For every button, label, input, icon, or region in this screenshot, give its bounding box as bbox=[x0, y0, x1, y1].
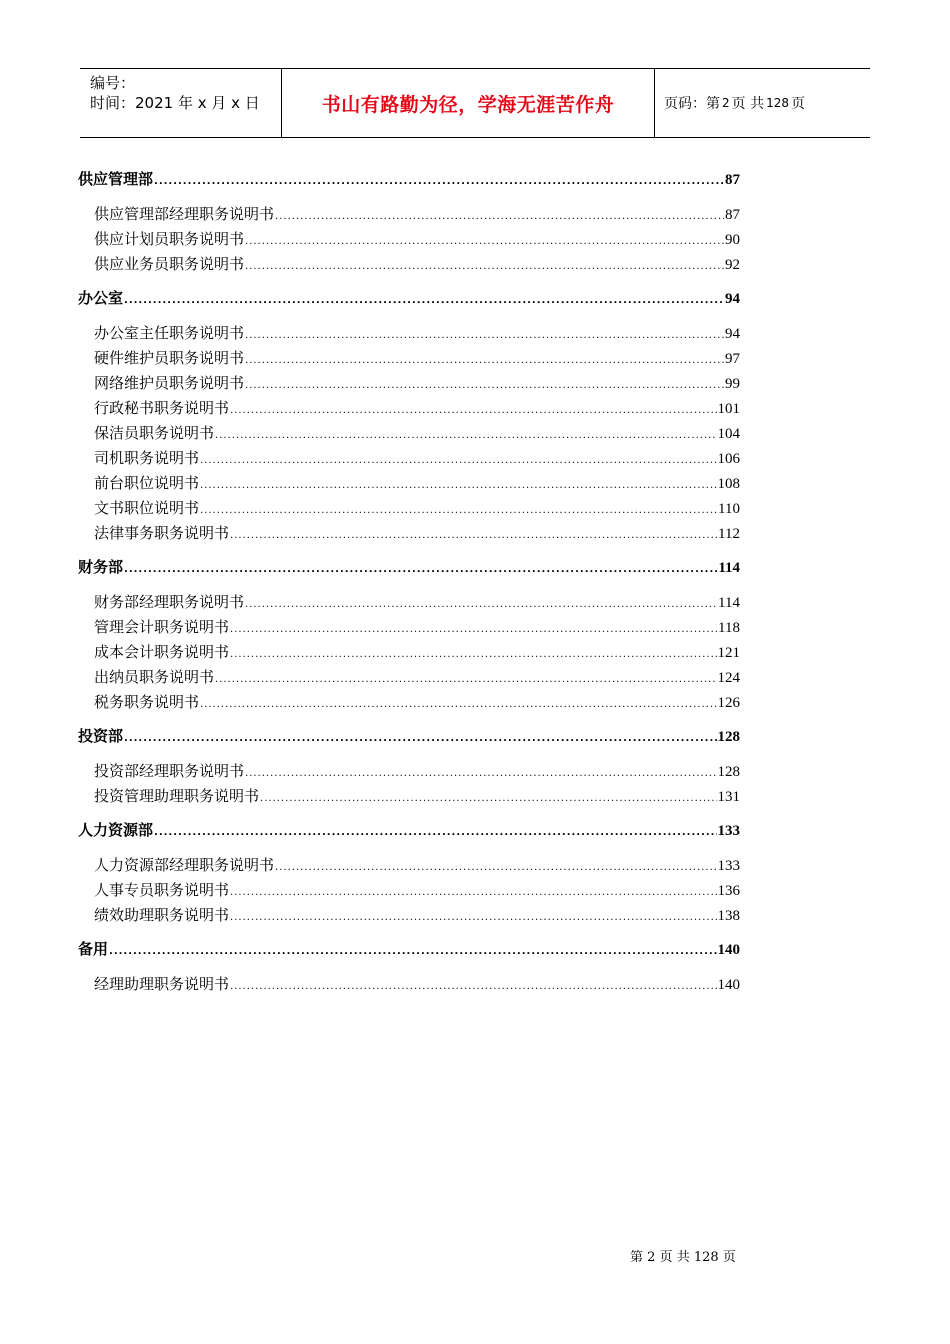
toc-section-page: 140 bbox=[717, 942, 740, 958]
header-meta bbox=[90, 73, 260, 113]
toc-entry-page: 128 bbox=[717, 763, 740, 780]
page-total: 128 bbox=[766, 96, 789, 110]
toc-entry-page: 110 bbox=[718, 500, 740, 517]
page-label: 页码：第 bbox=[664, 96, 720, 112]
toc-entry[interactable] bbox=[78, 422, 740, 447]
toc-entry-title: 经理助理职务说明书 bbox=[94, 974, 230, 993]
toc-entry[interactable] bbox=[78, 591, 740, 616]
toc-entry-page: 97 bbox=[725, 350, 740, 367]
toc-entry-title: 前台职位说明书 bbox=[94, 473, 200, 492]
toc-section-title: 人力资源部 bbox=[78, 821, 154, 839]
page-current: 2 bbox=[722, 96, 730, 110]
toc-entry-title: 税务职务说明书 bbox=[94, 692, 200, 711]
toc-entry-page: 106 bbox=[717, 450, 740, 467]
toc-entry[interactable] bbox=[78, 785, 740, 810]
toc-entry-page: 126 bbox=[717, 694, 740, 711]
dot-leader bbox=[245, 330, 724, 341]
dot-leader bbox=[215, 430, 716, 441]
dot-leader bbox=[200, 480, 716, 491]
toc-entry-page: 133 bbox=[717, 857, 740, 874]
toc-entry-page: 108 bbox=[717, 475, 740, 492]
toc-entry[interactable] bbox=[78, 372, 740, 397]
dot-leader bbox=[275, 211, 724, 222]
toc-entry-title: 投资管理助理职务说明书 bbox=[94, 786, 260, 805]
toc-entry-page: 138 bbox=[717, 907, 740, 924]
dot-leader bbox=[245, 355, 724, 366]
toc-entry[interactable] bbox=[78, 497, 740, 522]
toc-section-page: 94 bbox=[725, 291, 740, 307]
toc-entry-title: 保洁员职务说明书 bbox=[94, 423, 215, 442]
toc-entry-title: 网络维护员职务说明书 bbox=[94, 373, 245, 392]
footer-mid: 页 共 bbox=[659, 1250, 690, 1265]
toc-section[interactable] bbox=[78, 556, 740, 581]
toc-entry[interactable] bbox=[78, 854, 740, 879]
toc-entry[interactable] bbox=[78, 760, 740, 785]
dot-leader bbox=[245, 599, 717, 610]
header-page-info bbox=[664, 69, 805, 137]
dot-leader bbox=[245, 261, 724, 272]
dot-leader bbox=[230, 912, 716, 923]
toc-section-title: 办公室 bbox=[78, 289, 124, 307]
dot-leader bbox=[200, 699, 716, 710]
toc-entry-page: 114 bbox=[718, 594, 740, 611]
toc-entry-title: 投资部经理职务说明书 bbox=[94, 761, 245, 780]
toc-entry[interactable] bbox=[78, 228, 740, 253]
footer-suffix: 页 bbox=[722, 1250, 736, 1265]
toc-entry[interactable] bbox=[78, 322, 740, 347]
table-of-contents bbox=[78, 168, 740, 998]
header-divider bbox=[654, 69, 655, 137]
dot-leader bbox=[230, 530, 717, 541]
footer-prefix: 第 bbox=[630, 1250, 644, 1265]
toc-entry[interactable] bbox=[78, 691, 740, 716]
page-mid: 页 共 bbox=[731, 96, 765, 112]
toc-entry-title: 管理会计职务说明书 bbox=[94, 617, 230, 636]
toc-entry[interactable] bbox=[78, 879, 740, 904]
toc-entry-page: 121 bbox=[717, 644, 740, 661]
toc-section[interactable] bbox=[78, 938, 740, 963]
toc-entry-title: 硬件维护员职务说明书 bbox=[94, 348, 245, 367]
toc-entry-page: 94 bbox=[725, 325, 740, 342]
toc-section-title: 投资部 bbox=[78, 727, 124, 745]
toc-section-page: 87 bbox=[725, 172, 740, 188]
toc-entry[interactable] bbox=[78, 904, 740, 929]
toc-entry-title: 财务部经理职务说明书 bbox=[94, 592, 245, 611]
footer-total: 128 bbox=[693, 1250, 719, 1265]
toc-section[interactable] bbox=[78, 725, 740, 750]
toc-entry-title: 法律事务职务说明书 bbox=[94, 523, 230, 542]
toc-section-title: 财务部 bbox=[78, 558, 124, 576]
dot-leader bbox=[230, 887, 716, 898]
toc-section-title: 备用 bbox=[78, 940, 109, 958]
dot-leader bbox=[200, 455, 716, 466]
footer-current: 2 bbox=[647, 1250, 656, 1265]
toc-entry-page: 140 bbox=[717, 976, 740, 993]
toc-entry-title: 司机职务说明书 bbox=[94, 448, 200, 467]
toc-entry-page: 104 bbox=[717, 425, 740, 442]
toc-entry-title: 文书职位说明书 bbox=[94, 498, 200, 517]
toc-section-page: 133 bbox=[717, 823, 740, 839]
time-label: 时间：2021 年 x 月 x 日 bbox=[90, 94, 260, 112]
toc-entry[interactable] bbox=[78, 253, 740, 278]
toc-entry-title: 供应计划员职务说明书 bbox=[94, 229, 245, 248]
toc-entry-title: 供应管理部经理职务说明书 bbox=[94, 204, 275, 223]
toc-entry-title: 供应业务员职务说明书 bbox=[94, 254, 245, 273]
toc-entry-title: 办公室主任职务说明书 bbox=[94, 323, 245, 342]
toc-entry-page: 87 bbox=[725, 206, 740, 223]
toc-entry[interactable] bbox=[78, 666, 740, 691]
dot-leader bbox=[245, 236, 724, 247]
dot-leader bbox=[230, 649, 716, 660]
toc-entry[interactable] bbox=[78, 616, 740, 641]
toc-entry-title: 出纳员职务说明书 bbox=[94, 667, 215, 686]
dot-leader bbox=[245, 768, 716, 779]
page-footer bbox=[630, 1246, 736, 1265]
toc-section-page: 114 bbox=[718, 560, 740, 576]
toc-entry-title: 行政秘书职务说明书 bbox=[94, 398, 230, 417]
toc-entry[interactable] bbox=[78, 973, 740, 998]
number-label: 编号： bbox=[90, 74, 136, 92]
toc-entry[interactable] bbox=[78, 397, 740, 422]
toc-entry[interactable] bbox=[78, 641, 740, 666]
toc-entry-page: 118 bbox=[718, 619, 740, 636]
toc-entry-page: 131 bbox=[717, 788, 740, 805]
toc-section[interactable] bbox=[78, 287, 740, 312]
dot-leader bbox=[154, 827, 716, 838]
toc-entry-page: 99 bbox=[725, 375, 740, 392]
dot-leader bbox=[215, 674, 716, 685]
toc-entry-title: 成本会计职务说明书 bbox=[94, 642, 230, 661]
toc-entry-page: 112 bbox=[718, 525, 740, 542]
dot-leader bbox=[124, 733, 716, 744]
page-end: 页 bbox=[791, 96, 805, 112]
toc-section-page: 128 bbox=[717, 729, 740, 745]
toc-entry[interactable] bbox=[78, 347, 740, 372]
toc-entry-page: 136 bbox=[717, 882, 740, 899]
dot-leader bbox=[230, 981, 716, 992]
dot-leader bbox=[124, 564, 717, 575]
toc-entry-page: 92 bbox=[725, 256, 740, 273]
toc-entry-page: 101 bbox=[717, 400, 740, 417]
toc-section[interactable] bbox=[78, 168, 740, 193]
dot-leader bbox=[124, 295, 724, 306]
dot-leader bbox=[154, 176, 724, 187]
toc-entry-title: 人力资源部经理职务说明书 bbox=[94, 855, 275, 874]
dot-leader bbox=[230, 624, 717, 635]
header-motto: 书山有路勤为径，学海无涯苦作舟 bbox=[321, 93, 615, 116]
dot-leader bbox=[200, 505, 717, 516]
dot-leader bbox=[245, 380, 724, 391]
toc-entry-title: 人事专员职务说明书 bbox=[94, 880, 230, 899]
dot-leader bbox=[230, 405, 716, 416]
toc-entry-page: 124 bbox=[717, 669, 740, 686]
toc-entry[interactable] bbox=[78, 447, 740, 472]
toc-entry[interactable] bbox=[78, 522, 740, 547]
dot-leader bbox=[260, 793, 716, 804]
toc-section[interactable] bbox=[78, 819, 740, 844]
toc-entry-page: 90 bbox=[725, 231, 740, 248]
document-header bbox=[80, 68, 870, 138]
dot-leader bbox=[109, 946, 716, 957]
toc-entry[interactable] bbox=[78, 203, 740, 228]
dot-leader bbox=[275, 862, 716, 873]
toc-section-title: 供应管理部 bbox=[78, 170, 154, 188]
toc-entry-title: 绩效助理职务说明书 bbox=[94, 905, 230, 924]
toc-entry[interactable] bbox=[78, 472, 740, 497]
